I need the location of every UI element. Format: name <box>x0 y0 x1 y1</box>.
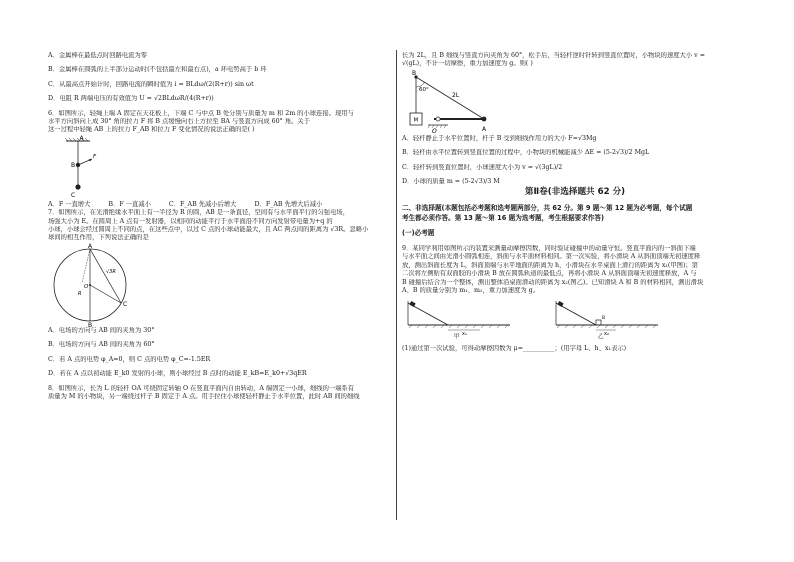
q7-option-a: A．电场的方向与 AB 间的夹角为 30° <box>48 326 155 334</box>
q9-line-5: B 碰撞后结合为一个整体，测出整体沿桌面滑动的距离为 x₂(图乙)。已知滑块 A 和 B 的材料相同，测出滑块 <box>402 278 704 286</box>
q9-figure-yi <box>552 295 662 339</box>
left-column <box>48 52 386 401</box>
q8-option-c: C．轻杆转到竖直位置时，小球速度大小为 v = √(3gL)/2 <box>402 163 563 171</box>
q6-option-b: B．F 一直减小 <box>108 200 151 208</box>
q6-options <box>48 201 386 209</box>
q9-line-6: A、B 的质量分别为 m₁、m₂，重力加速度为 g。 <box>402 286 539 294</box>
q7-line-3: 小球，小球会经过圆周上不同的点，在这些点中，以过 C 点的小球动能最大，且 AC 两点间的距离为 √3R。忽略小 <box>48 226 369 234</box>
q8-cont-line-2: √(gL)，不计一切摩擦，重力加速度为 g。则( ) <box>402 60 533 68</box>
q8-cont-line-1: 长为 2L，且 B 细线与竖直方向夹角为 60°，松手后，当轻杆逆时针转到竖直位置时，小物块的速度大小 v = <box>402 52 705 59</box>
q8-line-2: 质量为 M 的小物块，另一端绕过杆子 B 固定于 A 点。用手拉住小球使轻杆静止于水平位置，此时 AB 间的细线 <box>48 392 360 400</box>
q7-line-4: 球间的相互作用，下列说法正确的是 <box>48 234 149 242</box>
q8-option-b: B．轻杆由水平位置转到竖直位置的过程中，小物块的机械能减少 ΔE = (5-2√3)/2 MgL <box>402 149 650 157</box>
column-divider <box>396 50 397 520</box>
q6-label-f: F <box>93 153 97 160</box>
q6-option-d: D．F_AB 先增大后减小 <box>254 200 323 208</box>
q8-label-o: O <box>432 127 437 135</box>
q7-option-b: B．电场的方向与 AB 间的夹角为 60° <box>48 341 155 349</box>
right-column <box>402 52 748 354</box>
q8-line-1: 8．如图所示，长为 L 的轻杆 OA 可绕固定转轴 O 在竖直平面内自由转动，A 端固定一小球，细线的一端系有 <box>48 384 355 392</box>
q7-label-sqrt3r: √3R <box>106 268 116 275</box>
q6-line-1: 6．如图所示，轻绳上端 A 固定在天花板上，下端 C 与中点 B 处分别与质量为 m 和 2m 的小球连接。现用与 <box>48 109 354 117</box>
q9-line-2: 与水平面之间由光滑小圆弧相连，斜面与水平面材料相同。第一次实验，将小滑块 A 从斜面顶端无初速度释 <box>402 253 701 261</box>
q7-option-c: C．若 A 点的电势 φ_A=0，则 C 点的电势 φ_C=-1.5ER <box>48 355 211 363</box>
q5-option-a: A．金属棒在最低点时回路电流为零 <box>48 52 148 59</box>
q9-label-x1: x₁ <box>462 331 467 338</box>
q7-label-r: R <box>78 290 82 297</box>
q7-line-1: 7．如图所示，在光滑绝缘水平面上有一半径为 R 的圆，AB 是一条直径，空间有与水平面平行的匀强电场， <box>48 209 349 217</box>
q9-figures <box>404 295 748 339</box>
required-section-label: (一)必考题 <box>402 229 435 238</box>
q9-line-3: 放，测出斜面长度为 L，斜面顶端与水平地面的距离为 h，小滑块在水平桌面上滑行的距离为 x₁(甲图)；第 <box>402 261 698 269</box>
q7-option-d: D．若在 A 点以初动能 E_k0 发射的小球，则小球经过 B 点时的动能 E_kB=E_k0+√3qER <box>48 370 307 378</box>
q8-option-a: A．轻杆静止于水平位置时，杆子 B 受到细线作用力的大小 F=√3Mg <box>402 134 597 142</box>
q8-label-60deg: 60° <box>419 86 429 93</box>
q8-label-m: M <box>413 117 419 124</box>
q9-label-x2: x₂ <box>604 331 609 338</box>
q6-line-3: 这一过程中轻绳 AB 上的拉力 F_AB 和拉力 F 变化情况的说法正确的是( ) <box>48 126 255 134</box>
q5-option-d: D．电阻 R 两端电压的有效值为 U = √2BLdωR/(4(R+r)) <box>48 95 214 103</box>
q7-label-a: A <box>88 242 93 250</box>
q8-label-b: B <box>412 69 417 77</box>
q9-line-4: 二次将左侧贴有双面胶的小滑块 B 放在圆弧轨道的最低点，再将小滑块 A 从斜面顶端无初速度释放，A 与 <box>402 270 697 278</box>
q7-circle-figure <box>48 243 138 327</box>
section2-intro-line-1: 二、非选择题(本题包括必考题和选考题两部分，共 62 分。第 9 题～第 12 题为必考题，每个试题 <box>402 204 693 213</box>
q8-rod-figure <box>402 69 512 135</box>
q9-figure-jia <box>404 295 514 339</box>
q8-option-d: D．小球的质量 m = (5-2√3)/3 M <box>402 178 500 186</box>
q7-label-b: B <box>88 321 93 327</box>
q6-option-a: A．F 一直增大 <box>48 200 91 208</box>
q9-sub-question-1: (1)通过第一次试验，可得动摩擦因数为 μ=__________；(用字母 L、h、x₁表示) <box>402 345 627 353</box>
q9-caption-yi: 乙 <box>598 334 604 340</box>
q7-line-2: 场强大小为 E。在圆周上 A 点有一发射器，以相同的动能平行于水平面沿不同方向发射带电量为+q 的 <box>48 217 333 225</box>
q7-label-o: O <box>84 283 89 290</box>
q6-pendulum-figure <box>48 135 128 201</box>
q8-label-a: A <box>482 125 487 133</box>
q6-option-c: C．F_AB 先减小后增大 <box>168 200 237 208</box>
q6-label-b: B <box>71 161 76 169</box>
q9-line-1: 9．某同学利用如图所示的装置来测量动摩擦因数，同时验证碰撞中的动量守恒。竖直平面内的一斜面下端 <box>402 244 696 252</box>
section2-title: 第Ⅱ卷(非选择题共 62 分) <box>524 187 626 198</box>
q8-label-2l: 2L <box>452 91 460 99</box>
q6-line-2: 水平方向斜向上成 30° 角的拉力 F 将 B 点缓慢向右上方拉至 BA 与竖直方向成 60° 角。关于 <box>48 118 311 126</box>
q6-label-c: C <box>71 191 76 199</box>
section2-intro-line-2: 考生都必须作答。第 13 题～第 16 题为选考题，考生根据要求作答) <box>402 213 604 222</box>
q5-option-b: B．金属棒在圆弧的上半部分运动时(不包括最左和最右点)，a 环电势高于 b 环 <box>48 66 267 74</box>
q9-label-b: B <box>602 316 606 322</box>
q9-caption-jia: 甲 <box>454 334 460 340</box>
q7-label-c: C <box>123 300 128 308</box>
q5-option-c: C．从最高点开始计时，回路电流的瞬时值为 i = BLdω/(2(R+r)) sin ωt <box>48 80 254 88</box>
q6-label-a: A <box>79 134 84 142</box>
